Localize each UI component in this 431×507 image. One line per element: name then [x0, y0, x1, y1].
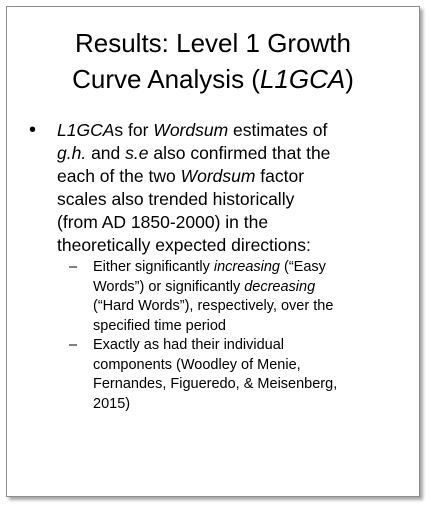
- bullet-line-3: [57, 165, 409, 188]
- slide: [6, 6, 420, 497]
- sub-text: Either significantly: [93, 259, 214, 275]
- sub-bullet-1: [29, 258, 409, 336]
- sub-text: (“Easy: [279, 259, 326, 275]
- acronym-text: L1GCA: [57, 120, 115, 140]
- main-bullet: [29, 119, 409, 257]
- bullet-line-2: [57, 142, 409, 165]
- decreasing-text: decreasing: [244, 278, 316, 295]
- bullet-line-5: (from AD 1850-2000) in the: [57, 212, 269, 232]
- wordsum-text: Wordsum: [153, 120, 229, 140]
- increasing-text: increasing: [213, 259, 280, 275]
- dash-marker: –: [69, 337, 78, 353]
- bullet-text: also confirmed that the: [148, 143, 331, 163]
- bullet-line-4: scales also trended historically: [57, 189, 295, 209]
- sub1-line-3: (“Hard Words”), respectively, over the: [93, 298, 334, 314]
- wordsum-text: Wordsum: [180, 166, 256, 186]
- slide-body: [29, 119, 409, 414]
- title-line-1: Results: Level 1 Growth: [74, 28, 351, 58]
- sub2-line-2: components (Woodley of Menie,: [93, 356, 301, 373]
- sub2-line-4: 2015): [93, 395, 131, 412]
- sub-bullet-2: [29, 336, 409, 414]
- dash-marker: –: [69, 259, 78, 275]
- bullet-text: s for: [114, 120, 154, 140]
- sub2-line-1: Exactly as had their individual: [93, 337, 285, 353]
- sub-text: Words”) or significantly: [93, 278, 245, 295]
- sub1-line-2: [93, 278, 409, 298]
- sub1-line-4: specified time period: [93, 317, 226, 334]
- title-paren: ): [345, 64, 354, 94]
- bullet-text: and: [86, 143, 126, 163]
- bullet-text: estimates of: [228, 120, 328, 140]
- bullet-text: factor: [255, 166, 305, 186]
- title-text: Curve Analysis (: [72, 64, 260, 94]
- se-text: s.e: [125, 143, 149, 163]
- bullet-line-6: theoretically expected directions:: [57, 235, 311, 255]
- bullet-text: each of the two: [57, 166, 181, 186]
- sub1-line-1: [93, 258, 409, 278]
- title-line-2: [13, 61, 413, 97]
- bullet-marker: •: [29, 119, 37, 141]
- title-acronym: L1GCA: [259, 64, 346, 94]
- gh-text: g.h.: [57, 143, 87, 163]
- bullet-line-1: [57, 119, 409, 142]
- sub2-line-3: Fernandes, Figueredo, & Meisenberg,: [93, 376, 338, 392]
- slide-title: [13, 25, 413, 97]
